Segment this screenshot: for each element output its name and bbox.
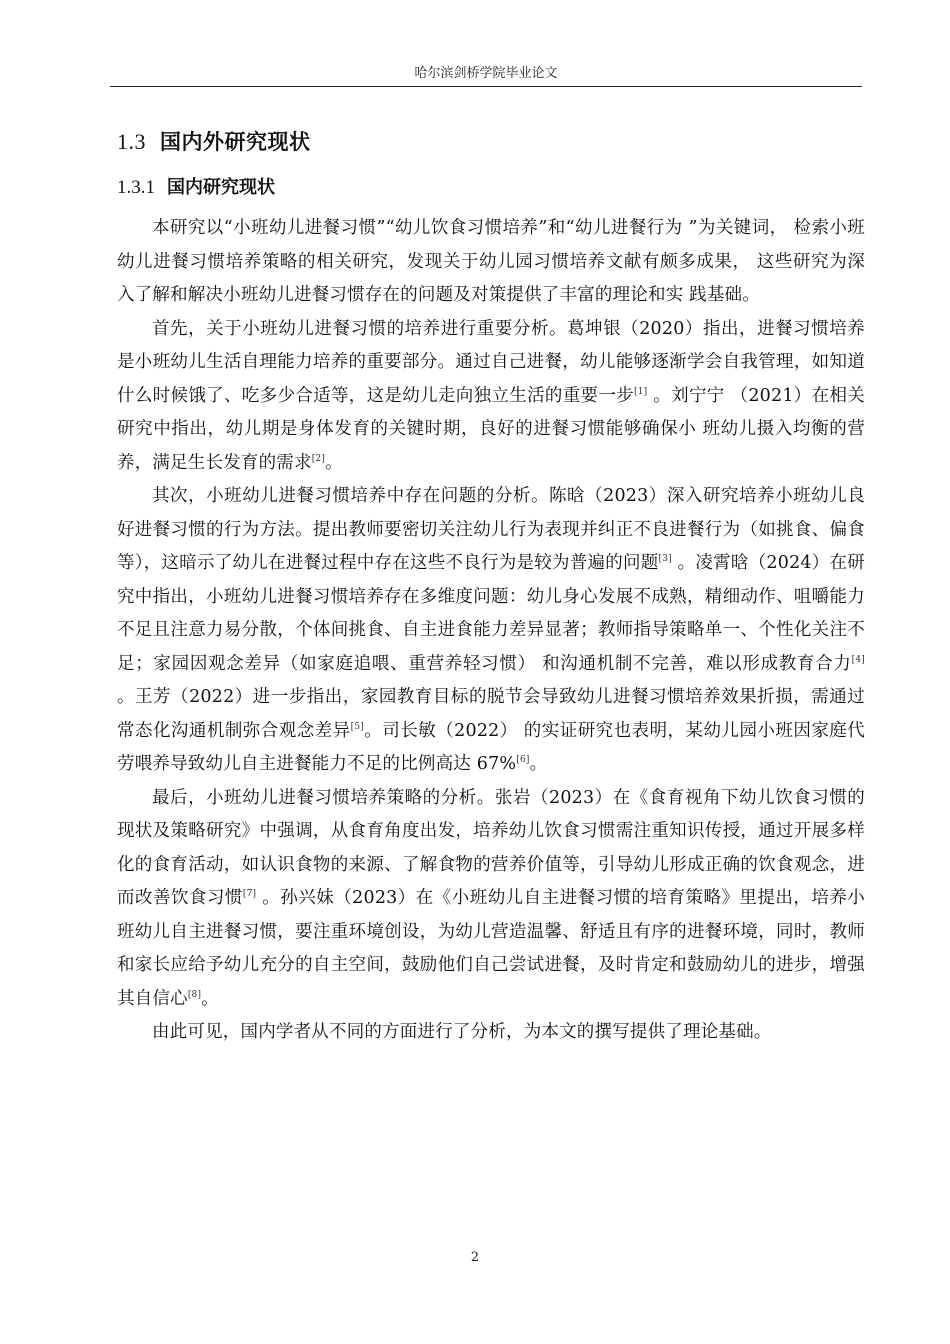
paragraph-text: 由此可见，国内学者从不同的方面进行了分析，为本文的撰写提供了理论基础。 bbox=[152, 1022, 772, 1042]
citation: [5] bbox=[350, 721, 365, 732]
paragraph-text: 。凌霄晗（2024）在研究中指出，小班幼儿进餐习惯培养存在多维度问题：幼儿身心发展不成熟，精细动作、咀嚼能力不足且注意力易分散，个体间挑食、自主进食能力差异显著；教师指导策略单一、个性化关注不足；家园因观念差异（如家庭追喂、重营养轻习惯） 和沟通机制不完善，难以形成教育合力 bbox=[117, 553, 866, 674]
paragraph-text: 首先，关于小班幼儿进餐习惯的培养进行重要分析。葛坤银（2020）指出，进餐习惯培养是小班幼儿生活自理能力培养的重要部分。通过自己进餐，幼儿能够逐渐学会自我管理，如知道什么时候饿了、吃多少合适等，这是幼儿走向独立生活的重要一步 bbox=[117, 318, 865, 406]
section-heading bbox=[117, 126, 311, 156]
paragraph-text: 。王芳（2022）进一步指出，家园教育目标的脱节会导致幼儿进餐习惯培养效果折损，需通过常态化沟通机制弥合观念差异 bbox=[117, 687, 865, 741]
paragraph-text: 。 bbox=[201, 988, 219, 1009]
paragraph-intro bbox=[117, 212, 865, 313]
citation: [6] bbox=[516, 755, 530, 765]
subsection-title: 国内研究现状 bbox=[167, 177, 275, 198]
paragraph-text: 其次，小班幼儿进餐习惯培养中存在问题的分析。陈晗（2023）深入研究培养小班幼儿良好进餐习惯的行为方法。提出教师要密切关注幼儿行为表现并纠正不良进餐行为（如挑食、偏食等），这暗示了幼儿在进餐过程中存在这些不良行为是较为普遍的问题 bbox=[117, 486, 865, 573]
header-divider bbox=[110, 86, 862, 87]
body-text bbox=[117, 212, 865, 1050]
paragraph-third bbox=[117, 782, 865, 1017]
paragraph-text: 本研究以“小班幼儿进餐习惯”“幼儿饮食习惯培养”和“幼儿进餐行为 ”为关键词， 检索小班幼儿进餐习惯培养策略的相关研究，发现关于幼儿园习惯培养文献有颇多成果， 这些研究为深入了解和解决小班幼儿进餐习惯存在的问题及对策提供了丰富的理论和实 践基础。 bbox=[117, 218, 865, 305]
paragraph-text: 。 bbox=[325, 452, 343, 473]
paragraph-text: 最后，小班幼儿进餐习惯培养策略的分析。张岩（2023）在《食育视角下幼儿饮食习惯的现状及策略研究》中强调，从食育角度出发，培养幼儿饮食习惯需注重知识传授，通过开展多样化的食育活动，如认识食物的来源、了解食物的营养价值等，引导幼儿形成正确的饮食观念，进而改善饮食习惯 bbox=[117, 787, 865, 908]
section-title: 国内外研究现状 bbox=[160, 130, 311, 154]
paragraph-text: 。刘宁宁 （2021）在相关研究中指出，幼儿期是身体发育的关键时期，良好的进餐习惯能够确保小 班幼儿摄入均衡的营养，满足生长发育的需求 bbox=[117, 385, 865, 473]
paragraph-second bbox=[117, 480, 865, 782]
page-header: 哈尔滨剑桥学院毕业论文 bbox=[414, 66, 558, 81]
paragraph-first bbox=[117, 313, 865, 481]
section-number: 1.3 bbox=[117, 129, 146, 154]
citation: [7] bbox=[242, 889, 257, 899]
citation: [4] bbox=[851, 654, 865, 665]
subsection-heading bbox=[117, 173, 275, 199]
paragraph-conclusion bbox=[117, 1016, 865, 1050]
citation: [2] bbox=[311, 453, 326, 464]
subsection-number: 1.3.1 bbox=[117, 177, 155, 198]
citation: [8] bbox=[187, 989, 202, 1000]
page-number: 2 bbox=[470, 1250, 480, 1265]
paragraph-text: 。司长敏（2022） 的实证研究也表明，某幼儿园小班因家庭代劳喂养导致幼儿自主进餐能力不足的比例高达 67% bbox=[117, 720, 865, 774]
paragraph-text: 。孙兴妹（2023）在《小班幼儿自主进餐习惯的培育策略》里提出，培养小班幼儿自主进餐习惯，要注重环境创设，为幼儿营造温馨、舒适且有序的进餐环境，同时，教师和家长应给予幼儿充分的自主空间，鼓励他们自己尝试进餐，及时肯定和鼓励幼儿的进步，增强其自信心 bbox=[117, 888, 866, 1009]
citation: [3] bbox=[658, 554, 672, 564]
paragraph-text: 。 bbox=[529, 754, 548, 774]
citation: [1] bbox=[634, 386, 648, 397]
